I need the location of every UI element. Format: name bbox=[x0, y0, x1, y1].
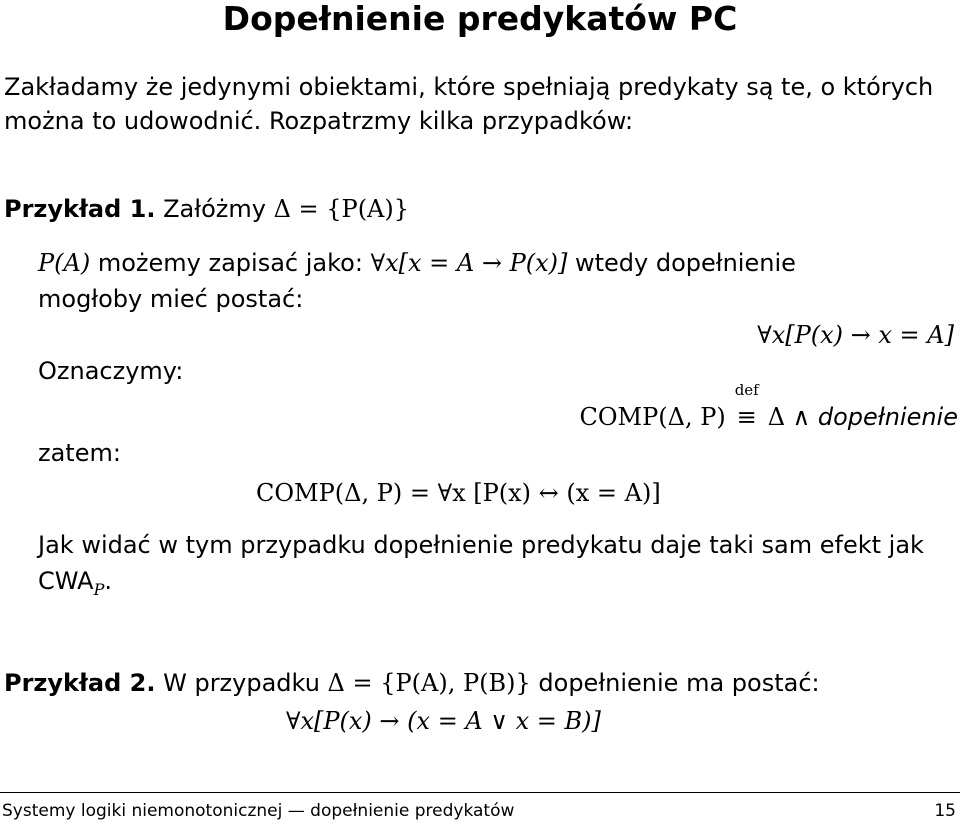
example-1-line-1 bbox=[38, 248, 796, 278]
denote-label: Oznaczymy: bbox=[38, 357, 184, 385]
comp-def-rhs-word: dopełnienie bbox=[817, 403, 958, 431]
formula-forall-implication: ∀x[x = A → P(x)] bbox=[370, 249, 568, 277]
slide-title: Dopełnienie predykatów PC bbox=[222, 0, 738, 38]
can-write-text: możemy zapisać jako: bbox=[97, 249, 363, 277]
example-2-text-b: dopełnienie ma postać: bbox=[538, 669, 820, 697]
cwa-subscript: P bbox=[93, 580, 105, 599]
conclusion-period: . bbox=[104, 567, 112, 595]
example-2-result: ∀x[P(x) → (x = A ∨ x = B)] bbox=[286, 707, 601, 735]
example-2-label: Przykład 2. bbox=[4, 669, 156, 697]
def-label: def bbox=[734, 381, 759, 399]
comp-def-rhs: Δ ∧ bbox=[767, 403, 811, 431]
example-1-heading bbox=[4, 194, 409, 224]
cwa-text: CWA bbox=[38, 567, 94, 595]
formula-pa: P(A) bbox=[38, 249, 91, 277]
conclusion-line-2 bbox=[38, 566, 112, 599]
then-completion-text: wtedy dopełnienie bbox=[574, 249, 796, 277]
example-2-formula: Δ = {P(A), P(B)} bbox=[327, 669, 531, 697]
intro-line-2: można to udowodnić. Rozpatrzmy kilka przypadków: bbox=[4, 107, 634, 135]
example-2-heading bbox=[4, 668, 820, 698]
example-2-text-a: W przypadku bbox=[163, 669, 320, 697]
intro-line-1: Zakładamy że jedynymi obiektami, które spełniają predykaty są te, o których bbox=[4, 73, 934, 101]
footer-title: Systemy logiki niemonotonicznej — dopełnienie predykatów bbox=[2, 801, 515, 821]
comp-definition bbox=[579, 381, 958, 432]
comp-def-lhs: COMP(Δ, P) bbox=[579, 403, 726, 431]
comp-result: COMP(Δ, P) = ∀x [P(x) ↔ (x = A)] bbox=[256, 479, 661, 507]
assume-formula: Δ = {P(A)} bbox=[273, 195, 410, 223]
example-1-label: Przykład 1. bbox=[4, 195, 156, 223]
footer-divider bbox=[0, 792, 960, 793]
display-formula: ∀x[P(x) → x = A] bbox=[757, 321, 954, 349]
assume-text: Załóżmy bbox=[163, 195, 266, 223]
thus-label: zatem: bbox=[38, 439, 121, 467]
equiv-sign: ≡ bbox=[736, 403, 757, 431]
example-1-line-2: mogłoby mieć postać: bbox=[38, 285, 304, 313]
conclusion-line-1: Jak widać w tym przypadku dopełnienie predykatu daje taki sam efekt jak bbox=[38, 531, 924, 559]
page-number: 15 bbox=[934, 801, 956, 821]
def-equiv-symbol bbox=[732, 381, 762, 432]
